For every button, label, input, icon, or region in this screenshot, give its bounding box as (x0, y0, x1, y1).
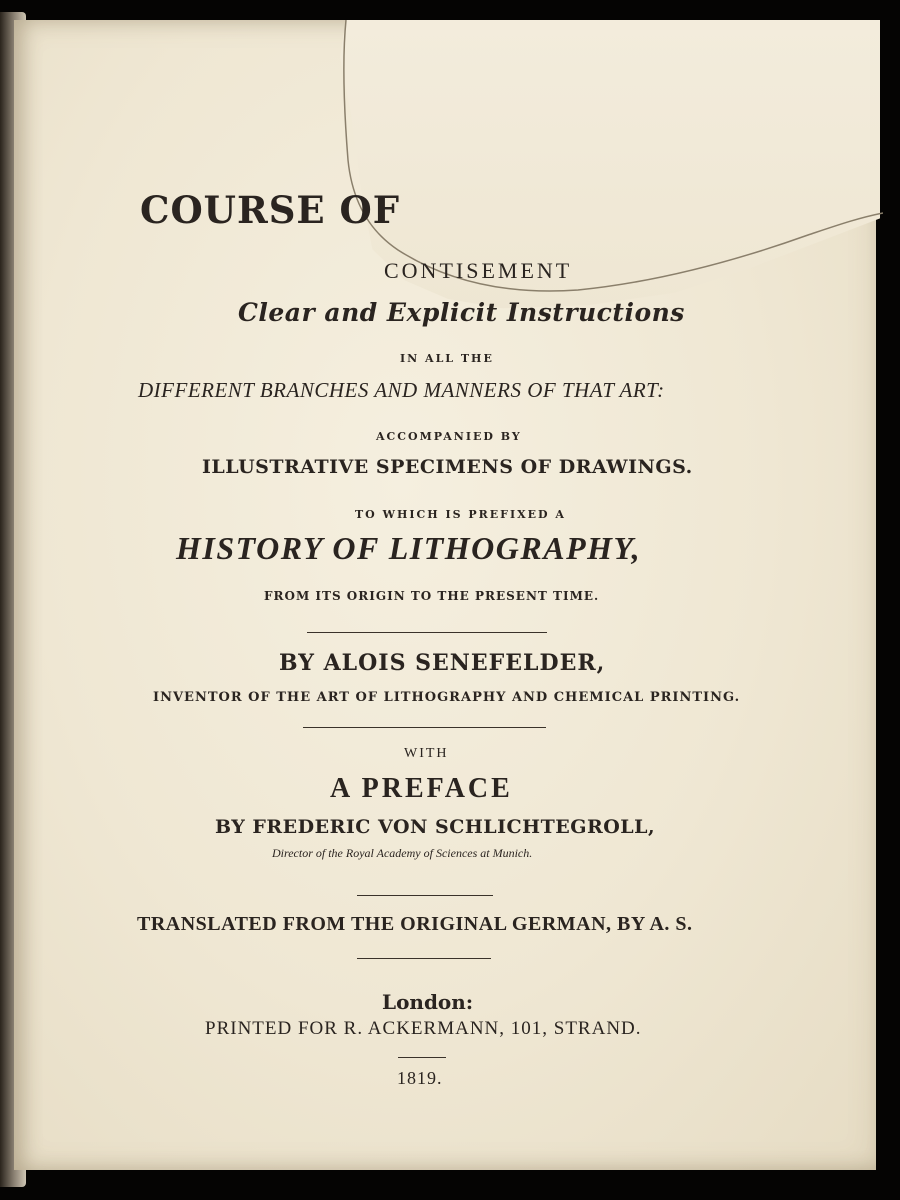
with-line: WITH (404, 746, 449, 761)
preface-line: A PREFACE (330, 773, 513, 804)
branches-line: DIFFERENT BRANCHES AND MANNERS OF THAT ART: (138, 378, 665, 402)
origin-line: FROM ITS ORIGIN TO THE PRESENT TIME. (264, 589, 600, 603)
divider-rule (357, 958, 491, 959)
prefixed-line: TO WHICH IS PREFIXED A (355, 508, 566, 521)
london-line: London: (382, 990, 474, 1014)
containing-fragment: CONTISEMENT (384, 258, 573, 283)
history-line: HISTORY OF LITHOGRAPHY, (176, 530, 642, 566)
printed-line: PRINTED FOR R. ACKERMANN, 101, STRAND. (205, 1018, 642, 1039)
inventor-line: INVENTOR OF THE ART OF LITHOGRAPHY AND CHEMICAL PRINTING. (153, 690, 741, 705)
author-line: BY ALOIS SENEFELDER, (279, 650, 606, 676)
director-line: Director of the Royal Academy of Sciences at Munich. (272, 846, 533, 860)
title-fragment: COURSE OF (140, 188, 400, 232)
divider-rule (303, 727, 546, 728)
in-all-the-line: IN ALL THE (400, 352, 494, 365)
divider-rule (307, 632, 547, 633)
blackletter-line: Clear and Explicit Instructions (238, 298, 685, 327)
illustrative-line: ILLUSTRATIVE SPECIMENS OF DRAWINGS. (202, 456, 693, 478)
translated-line: TRANSLATED FROM THE ORIGINAL GERMAN, BY A. S. (137, 913, 693, 935)
divider-rule (357, 895, 493, 896)
accompanied-by-line: ACCOMPANIED BY (376, 430, 522, 443)
year-line: 1819. (397, 1068, 443, 1088)
divider-rule (398, 1057, 446, 1058)
frederic-line: BY FREDERIC VON SCHLICHTEGROLL, (215, 816, 656, 838)
